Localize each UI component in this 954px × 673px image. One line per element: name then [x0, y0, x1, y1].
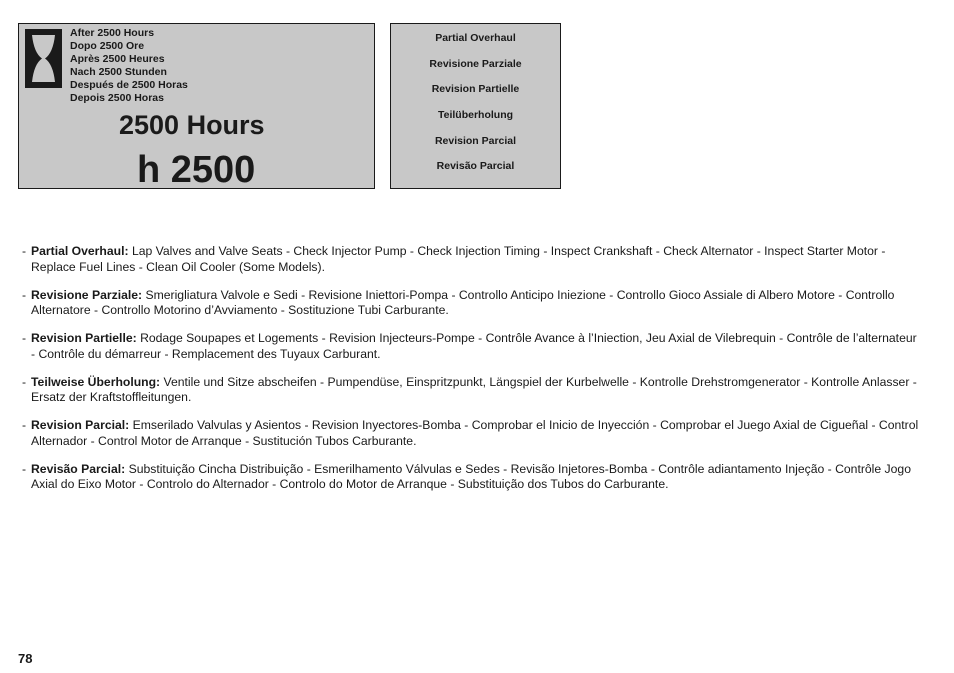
- overhaul-title: Revision Partielle: [431, 83, 520, 96]
- interval-translations: [70, 27, 188, 104]
- interval-line: After 2500 Hours: [70, 27, 155, 39]
- procedure-text: Ventile und Sitze abscheifen - Pumpendüse, Einspritzpunkt, Längspiel der Kurbelwelle - Kontrolle Drehstromgenerator - Kontrolle Anlasser - Ersatz der Kraftstoffleitungen.: [31, 374, 917, 404]
- h-title: h 2500: [137, 149, 256, 191]
- procedure-label: Partial Overhaul:: [31, 244, 129, 258]
- hours-title: 2500 Hours: [119, 110, 265, 140]
- page-number: 78: [18, 651, 33, 666]
- procedure-label: Revision Parcial:: [31, 418, 130, 432]
- bullet-dash: -: [22, 461, 27, 476]
- hourglass-icon: [25, 29, 62, 88]
- procedure-text: Rodage Soupapes et Logements - Revision Injecteurs-Pompe - Contrôle Avance à l’Iniection, Jeu Axial de Vilebrequin - Contrôle de l’alternateur - Contrôle du démarreur - Remplacement des Tuyaux Carburant.: [31, 331, 917, 361]
- procedure-entry-en: [22, 244, 922, 275]
- bullet-dash: -: [22, 374, 27, 389]
- procedure-entry-it: [22, 288, 922, 319]
- interval-line: Après 2500 Heures: [70, 52, 165, 65]
- overhaul-title: Revisão Parcial: [436, 160, 515, 173]
- procedure-text: Lap Valves and Valve Seats - Check Injector Pump - Check Injection Timing - Inspect Crankshaft - Check Alternator - Inspect Starter Motor - Replace Fuel Lines - Clean Oil Cooler (Some Models).: [31, 244, 886, 274]
- overhaul-title: Revision Parcial: [434, 134, 517, 147]
- procedure-entry-pt: [22, 462, 922, 493]
- procedure-label: Revision Partielle:: [31, 331, 137, 345]
- overhaul-title-box: [390, 23, 561, 189]
- procedure-label: Revisão Parcial:: [31, 461, 126, 476]
- procedure-label: Revisione Parziale:: [31, 287, 143, 302]
- procedure-text: Emserilado Valvulas y Asientos - Revision Inyectores-Bomba - Comprobar el Inicio de Inyección - Comprobar el Juego Axial de Cigueñal - Control Alternador - Control Motor de Arranque - Sustitución Tubos Carburante.: [31, 418, 919, 448]
- bullet-dash: -: [22, 418, 27, 432]
- procedure-text: Smerigliatura Valvole e Sedi - Revisione Iniettori-Pompa - Controllo Anticipo Iniezione - Controllo Gioco Assiale di Albero Motore - Controllo Alternatore - Controllo Motorino d’Avviamento - Sostituzione Tubi Carburante.: [31, 287, 895, 317]
- procedure-list: [22, 244, 922, 505]
- interval-header-box: [18, 23, 375, 189]
- overhaul-translations: [391, 32, 560, 186]
- interval-line: Nach 2500 Stunden: [70, 65, 167, 78]
- procedure-entry-de: [22, 375, 922, 406]
- procedure-entry-fr: [22, 331, 922, 362]
- bullet-dash: -: [22, 244, 27, 258]
- procedure-entry-es: [22, 418, 922, 449]
- overhaul-title: Partial Overhaul: [435, 32, 516, 44]
- procedure-label: Teilweise Überholung:: [31, 374, 161, 389]
- overhaul-title: Teilüberholung: [437, 109, 514, 122]
- bullet-dash: -: [22, 287, 27, 302]
- bullet-dash: -: [22, 331, 27, 345]
- interval-line: Después de 2500 Horas: [70, 78, 188, 91]
- interval-line: Dopo 2500 Ore: [70, 39, 145, 52]
- overhaul-title: Revisione Parziale: [429, 57, 522, 70]
- interval-line: Depois 2500 Horas: [70, 91, 164, 104]
- procedure-text: Substituição Cincha Distribuição - Esmerilhamento Válvulas e Sedes - Revisão Injetores-Bomba - Contrôle adiantamento Injeção - Contrôle Jogo Axial do Eixo Motor - Controlo do Alternador - Controlo do Motor de Arranque - Substituição dos Tubos do Carburante.: [31, 461, 911, 491]
